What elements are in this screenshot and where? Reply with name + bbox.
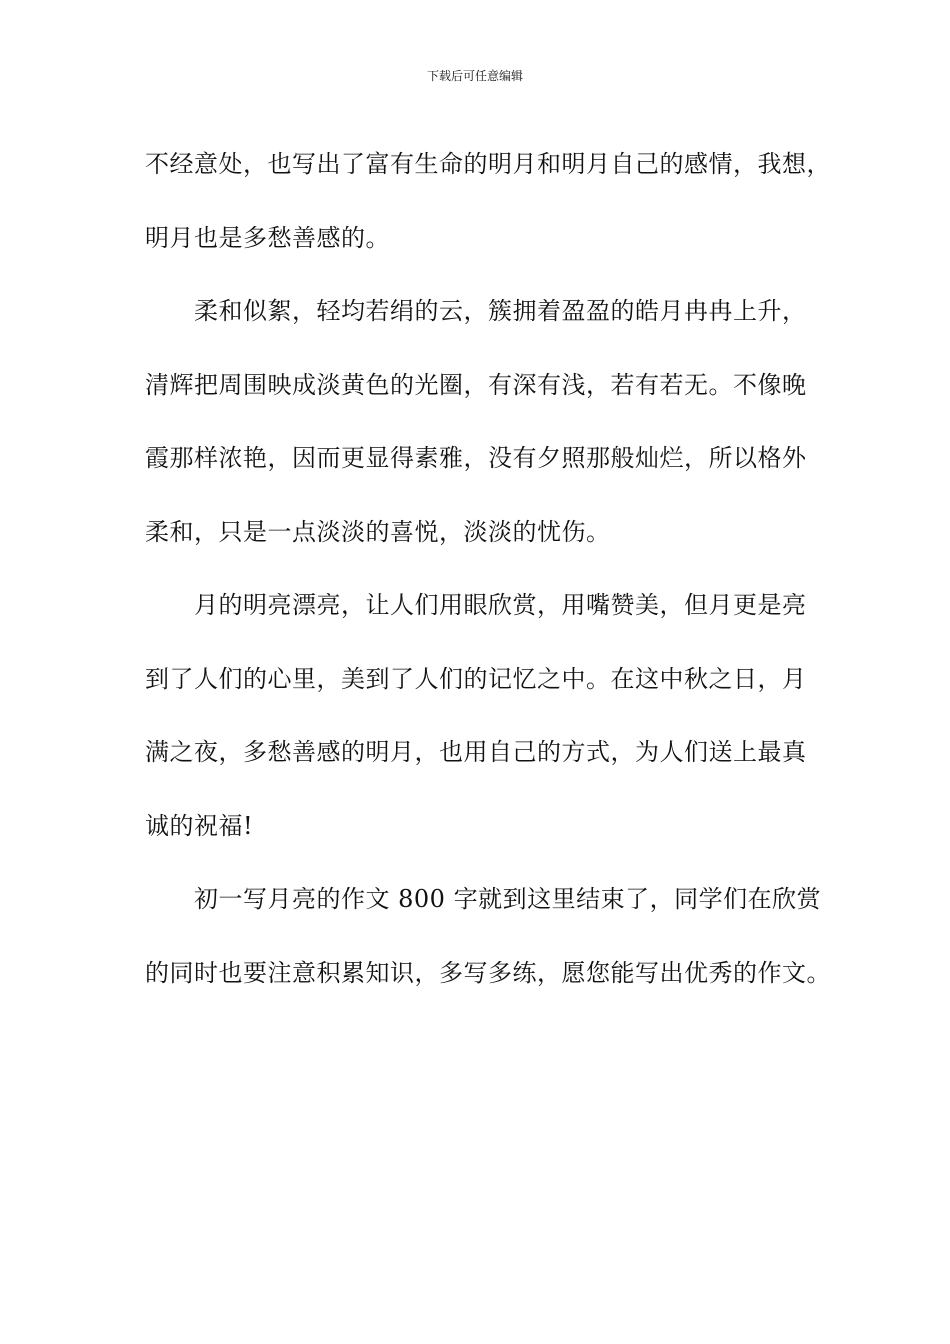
text-line: 诚的祝福! xyxy=(145,811,254,840)
text-line: 满之夜，多愁善感的明月，也用自己的方式，为人们送上最真 xyxy=(145,738,807,766)
paragraph-continuation xyxy=(145,128,831,275)
text-line: 柔和似絮，轻均若绢的云，簇拥着盈盈的皓月冉冉上升， xyxy=(194,297,807,325)
paragraph-conclusion xyxy=(145,863,831,1010)
text-line: 初一写月亮的作文 800 字就到这里结束了，同学们在欣赏 xyxy=(194,885,822,913)
text-line: 月的明亮漂亮，让人们用眼欣赏，用嘴赞美，但月更是亮 xyxy=(194,591,807,619)
document-body xyxy=(145,128,831,1010)
paragraph-clouds xyxy=(145,275,813,569)
text-line: 不经意处，也写出了富有生命的明月和明月自己的感情，我想， xyxy=(145,150,831,178)
page-header: 下载后可任意编辑 xyxy=(426,69,523,83)
text-line: 霞那样浓艳，因而更显得素雅，没有夕照那般灿烂，所以格外 xyxy=(145,444,807,472)
text-line: 清辉把周围映成淡黄色的光圈，有深有浅，若有若无。不像晚 xyxy=(145,370,807,399)
text-line: 柔和，只是一点淡淡的喜悦，淡淡的忧伤。 xyxy=(145,517,611,546)
text-line: 到了人们的心里，美到了人们的记忆之中。在这中秋之日，月 xyxy=(145,664,807,693)
text-line: 明月也是多愁善感的。 xyxy=(145,223,390,252)
paragraph-moon-brightness xyxy=(145,569,813,863)
text-line: 的同时也要注意积累知识，多写多练，愿您能写出优秀的作文。 xyxy=(145,958,831,987)
